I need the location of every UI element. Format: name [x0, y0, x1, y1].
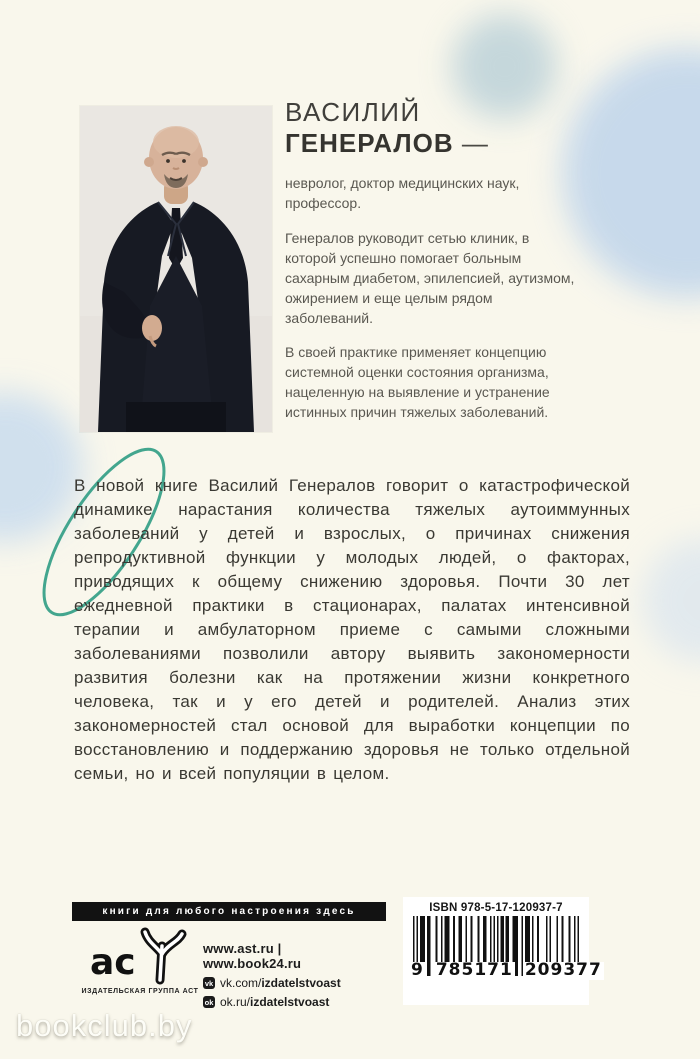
- author-title: невролог, доктор медицинских наук, профессор.: [285, 175, 520, 211]
- author-last-name-text: ГЕНЕРАЛОВ: [285, 127, 454, 158]
- annotation-text: В новой книге Василий Генералов говорит о катастрофической динамике нарастания количества тяжелых аутоиммунных заболеваний у детей и взрослых, о причинах снижения репродуктивной функции у молодых людей, о факторах, приводящих к общему снижению здоровья. Почти 30 лет ежедневной практики в стационарах, палатах интенсивной терапии и амбулаторном приеме с самыми сложными заболеваниями позволили автору выявить закономерности развития болезни как на протяжении жизни конкретного человека, так и у его детей и родителей. Анализ этих закономерностей стал основой для выработки концепции по восстановлению и поддержанию здоровья не только отдельной семьи, но и всей популяции в целом.: [74, 476, 630, 783]
- em-dash: —: [461, 127, 489, 158]
- vk-url-prefix: vk.com/: [220, 976, 262, 990]
- ok-url: [220, 995, 329, 1009]
- author-bio-2: В своей практике применяет концепцию системной оценки состояния организма, нацеленную на выявление и устранение истинных причин тяжелых заболеваний.: [285, 343, 550, 420]
- ok-line: [203, 995, 383, 1009]
- bokeh-blob-right: [642, 538, 700, 663]
- author-bio-1: Генералов руководит сетью клиник, в которой успешно помогает больным сахарным диабетом, эпилепсией, аутизмом, ожирением и еще целым рядом заболеваний.: [285, 229, 575, 326]
- portrait-illustration: [80, 106, 272, 432]
- vk-icon: vk: [204, 978, 214, 988]
- isbn-label: ISBN 978-5-17-120937-7: [429, 902, 563, 914]
- author-first-name: ВАСИЛИЙ: [285, 97, 421, 127]
- barcode-digit-group2: 209377: [524, 960, 602, 980]
- vk-line: [203, 976, 383, 990]
- author-portrait-photo: [80, 106, 272, 432]
- website-line: www.ast.ru | www.book24.ru: [203, 941, 302, 971]
- publisher-caption: ИЗДАТЕЛЬСКАЯ ГРУППА АСТ: [81, 988, 199, 995]
- ast-logo-text: ас: [90, 942, 136, 983]
- ok-url-prefix: ok.ru/: [220, 995, 251, 1009]
- author-block: [285, 98, 615, 422]
- publisher-links: [203, 941, 383, 1009]
- barcode-digits: [409, 960, 602, 980]
- ok-url-account: izdatelstvoast: [250, 995, 330, 1009]
- bokeh-blob-left: [0, 392, 83, 542]
- author-last-name: [285, 128, 615, 159]
- vk-url: [220, 976, 341, 990]
- ast-publisher-logo: [88, 924, 192, 986]
- vk-url-account: izdatelstvoast: [261, 976, 341, 990]
- watermark: bookclub.by: [16, 1008, 193, 1043]
- barcode-digit-group1: 785171: [435, 960, 513, 980]
- ok-icon: ok: [204, 997, 214, 1007]
- slogan-bar: книги для любого настроения здесь: [72, 902, 386, 921]
- isbn-panel: [403, 897, 602, 1005]
- barcode-digit-first: 9: [411, 960, 424, 980]
